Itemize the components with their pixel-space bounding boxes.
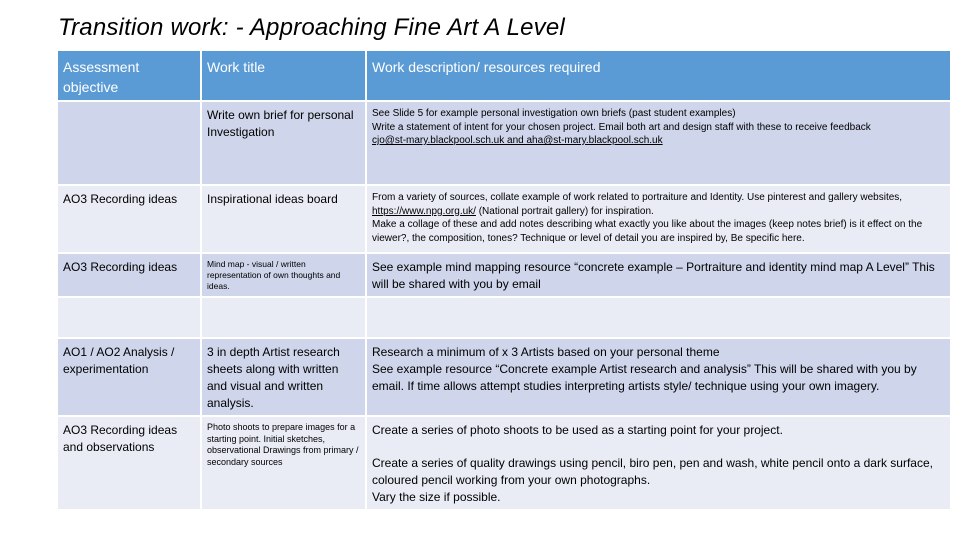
row-description: See example mind mapping resource “concrete example – Portraiture and identity mind map A Level” This will be shared with you by email	[367, 254, 950, 296]
row-objective: AO3 Recording ideas and observations	[58, 417, 200, 509]
description-line: Create a series of photo shoots to be used as a starting point for your project.	[372, 423, 783, 437]
table-row	[58, 102, 950, 184]
table-row	[58, 417, 950, 509]
description-line: See example resource “Concrete example Artist research and analysis” This will be shared with you by email. If time allows attempt studies interpreting artists style/ technique using your own imagery.	[372, 362, 917, 393]
row-objective	[58, 102, 200, 184]
row-description	[367, 102, 950, 184]
table-header-row	[58, 51, 950, 100]
row-description	[367, 298, 950, 337]
table-row	[58, 186, 950, 252]
description-line: Create a series of quality drawings using pencil, biro pen, pen and wash, white pencil onto a dark surface, coloured pencil working from your own photographs.	[372, 456, 933, 487]
row-work-title: Inspirational ideas board	[202, 186, 365, 252]
header-assessment-objective: Assessment objective	[58, 51, 200, 100]
row-description	[367, 186, 950, 252]
description-line: Make a collage of these and add notes describing what exactly you like about the images (keep notes brief) is it effect on the viewer?, the composition, tones? Technique or level of detail you are inspired by, Be specific here.	[372, 219, 923, 244]
description-text: From a variety of sources, collate example of work related to portraiture and Identity. Use pinterest and gallery websites,	[372, 192, 903, 203]
description-line: Research a minimum of x 3 Artists based on your personal theme	[372, 345, 720, 359]
row-objective: AO1 / AO2 Analysis / experimentation	[58, 339, 200, 415]
description-line: Write a statement of intent for your chosen project. Email both art and design staff with these to receive feedback	[372, 121, 871, 133]
table-row	[58, 298, 950, 337]
header-work-title: Work title	[202, 51, 365, 100]
row-work-title: 3 in depth Artist research sheets along with written and visual and written analysis.	[202, 339, 365, 415]
page-title: Transition work: - Approaching Fine Art A Level	[58, 14, 565, 41]
row-work-title: Mind map - visual / written representation of own thoughts and ideas.	[202, 254, 365, 296]
staff-email-links[interactable]: cjo@st-mary.blackpool.sch.uk and aha@st-mary.blackpool.sch.uk	[372, 135, 663, 146]
row-description	[367, 417, 950, 509]
row-work-title: Write own brief for personal Investigation	[202, 102, 365, 184]
description-line: See Slide 5 for example personal investigation own briefs (past student examples)	[372, 108, 736, 119]
description-line: Vary the size if possible.	[372, 490, 501, 504]
table-row	[58, 339, 950, 415]
npg-website-link[interactable]: https://www.npg.org.uk/	[372, 205, 476, 217]
row-objective: AO3 Recording ideas	[58, 254, 200, 296]
table-row	[58, 254, 950, 296]
row-work-title	[202, 298, 365, 337]
row-objective: AO3 Recording ideas	[58, 186, 200, 252]
row-objective	[58, 298, 200, 337]
description-text: (National portrait gallery) for inspiration.	[475, 205, 654, 217]
transition-work-table	[56, 49, 952, 511]
row-work-title: Photo shoots to prepare images for a starting point. Initial sketches, observational Drawings from primary / secondary sources	[202, 417, 365, 509]
header-work-description: Work description/ resources required	[367, 51, 950, 100]
row-description	[367, 339, 950, 415]
